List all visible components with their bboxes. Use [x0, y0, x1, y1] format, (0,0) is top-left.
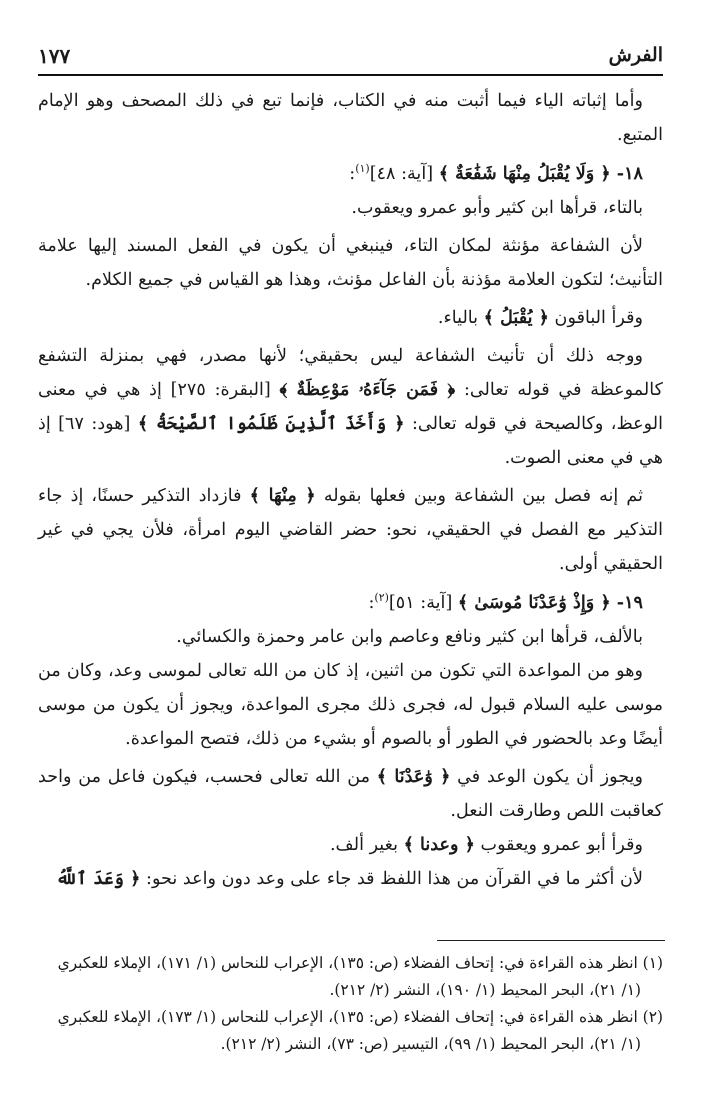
entry-18-heading: ١٨- ﴿ وَلَا يُقْبَلُ مِنْهَا شَفَٰعَةٌ ﴾ [آية: ٤٨]$^{(١)}$:: [349, 162, 643, 184]
footnote-separator: [437, 940, 665, 941]
quran-verse: ﴿ وَٰعَدْنَا ﴾: [376, 765, 451, 787]
paragraph: وأما إثباته الياء فيما أثبت منه في الكتاب، فإنما تبع في ذلك المصحف وهو الإمام المتبع.: [38, 91, 663, 145]
paragraph: ويجوز أن يكون الوعد في ﴿ وَٰعَدْنَا ﴾ من الله تعالى فحسب، فيكون فاعل من واحد كعاقبت اللص وطارقت النعل.: [38, 765, 663, 821]
footnote-2-continued: (١/ ٢١)، البحر المحيط (١/ ٩٩)، التيسير (ص: ٧٣)، النشر (٢/ ٢١٢).: [220, 1035, 641, 1053]
paragraph: ثم إنه فصل بين الشفاعة وبين فعلها بقوله ﴿ مِنْهَا ﴾ فازداد التذكير حسنًا، إذ جاء التذكير مع الفصل في الحقيقي، نحو: حضر القاضي اليوم امرأة، فلأن يجي في غير الحقيقي أولى.: [38, 484, 663, 574]
paragraph: بالألف، قرأها ابن كثير ونافع وعاصم وابن عامر وحمزة والكسائي.: [176, 626, 643, 647]
header-rule: [38, 74, 663, 76]
entry-number: ١٩-: [610, 591, 643, 613]
quran-verse: ﴿ يُقْبَلُ ﴾: [483, 306, 549, 328]
paragraph: لأن أكثر ما في القرآن من هذا اللفظ قد جاء على وعد دون واعد نحو: ﴿ وَعَدَ ٱللَّهُ: [56, 867, 643, 889]
quran-verse: ﴿ وَلَا يُقْبَلُ مِنْهَا شَفَٰعَةٌ ﴾: [438, 162, 611, 184]
quran-verse: ﴿ وعدنا ﴾: [403, 833, 475, 855]
main-text: [38, 84, 663, 896]
paragraph: وهو من المواعدة التي تكون من اثنين، إذ كان من الله تعالى لموسى وعد، وكان من موسى عليه السلام قبول له، فجرى ذلك مجرى المواعدة، ويجوز أن يكون من موسى أيضًا وعد بالحضور في الطور أو بالصوم أو بشيء من ذلك، فتصح المواعدة.: [38, 660, 663, 749]
page-number: ١٧٧: [38, 44, 71, 68]
quran-verse: ﴿ مِنْهَا ﴾: [249, 484, 316, 506]
verse-reference: [آية: ٤٨]: [369, 163, 439, 184]
quran-verse: ﴿ وَإِذْ وَٰعَدْنَا مُوسَىٰ ﴾: [457, 591, 611, 613]
running-title: الفرش: [608, 44, 663, 66]
paragraph: وقرأ أبو عمرو ويعقوب ﴿ وعدنا ﴾ بغير ألف.: [329, 833, 643, 855]
verse-reference: [آية: ٥١]: [388, 592, 458, 613]
footnote-2: (٢) انظر هذه القراءة في: إتحاف الفضلاء (ص: ١٣٥)، الإعراب للنحاس (١/ ١٧٣)، الإملاء للعكبري: [57, 1008, 663, 1026]
entry-number: ١٨-: [610, 162, 643, 184]
paragraph: ووجه ذلك أن تأنيث الشفاعة ليس بحقيقي؛ لأنها مصدر، فهي بمنزلة التشفع كالموعظة في قوله تعالى: ﴿ فَمَن جَآءَهُۥ مَوْعِظَةٌ ﴾ [البقرة: ٢٧٥] إذ هي في معنى الوعظ، وكالصيحة في قوله تعالى: ﴿ وَأَخَذَ ٱلَّذِينَ ظَلَمُوا ٱلصَّيْحَةُ ﴾ [هود: ٦٧] إذ هي في معنى الصوت.: [38, 345, 663, 468]
page-header: [38, 40, 663, 76]
footnote-1: (١) انظر هذه القراءة في: إتحاف الفضلاء (ص: ١٣٥)، الإعراب للنحاس (١/ ١٧١)، الإملاء للعكبري: [57, 954, 663, 972]
footnote-marker: (١): [355, 162, 370, 175]
paragraph: وقرأ الباقون ﴿ يُقْبَلُ ﴾ بالياء.: [437, 306, 643, 328]
quran-verse: ﴿ فَمَن جَآءَهُۥ مَوْعِظَةٌ ﴾: [279, 378, 456, 400]
footnotes: [38, 950, 663, 1058]
quran-verse: ﴿ وَأَخَذَ ٱلَّذِينَ ظَلَمُوا ٱلصَّيْحَةُ ﴾: [137, 412, 405, 434]
paragraph: بالتاء، قرأها ابن كثير وأبو عمرو ويعقوب.: [351, 197, 643, 218]
footnote-marker: (٢): [374, 590, 389, 604]
footnote-1-continued: (١/ ٢١)، البحر المحيط (١/ ١٩٠)، النشر (٢/ ٢١٢).: [329, 981, 641, 999]
paragraph: لأن الشفاعة مؤنثة لمكان التاء، فينبغي أن يكون في الفعل المسند إليها علامة التأنيث؛ لتكون العلامة مؤذنة بأن الفاعل مؤنث، وهذا هو القياس في جميع الكلام.: [38, 235, 663, 290]
entry-19-heading: ١٩- ﴿ وَإِذْ وَٰعَدْنَا مُوسَىٰ ﴾ [آية: ٥١]$^{(٢)}$:: [368, 590, 643, 613]
quran-verse: ﴿ وَعَدَ ٱللَّهُ: [56, 867, 141, 889]
